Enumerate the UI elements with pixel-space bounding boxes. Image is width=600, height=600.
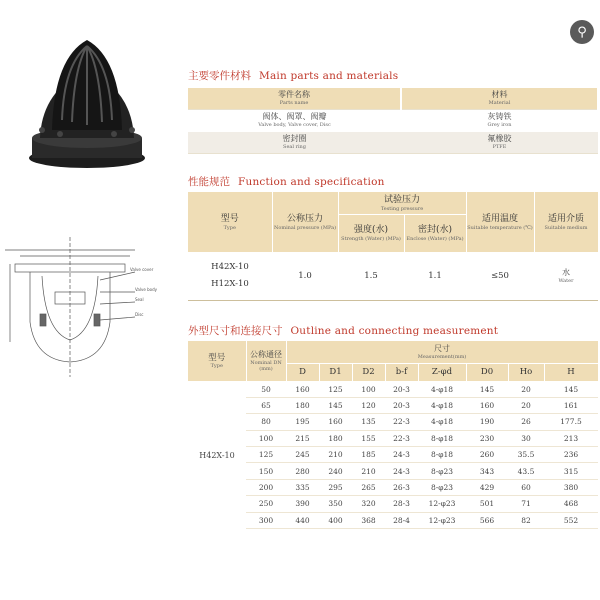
parts-name-header: 零件名称 Parts name [188,88,401,109]
main-parts-title-en: Main parts and materials [259,70,399,82]
dimension-cell: 26-3 [385,479,418,495]
dimension-cell: 295 [319,479,352,495]
table-row [188,109,598,131]
seal-value: 1.1 [428,271,442,281]
dimension-cell: 315 [544,463,598,479]
dimension-cell: 8-φ18 [418,430,466,446]
table-row [188,496,598,512]
outline-title-en: Outline and connecting measurement [290,325,499,337]
dimension-cell: 150 [246,463,286,479]
dimension-cell: 195 [286,414,319,430]
part-cell: 阀体、阀罩、阀瓣 Valve body, Valve cover, Disc [188,109,401,131]
table-row [188,131,598,153]
drawing-label: Seal [135,297,144,302]
dimension-cell: 20 [508,397,544,413]
dimension-cell: 80 [246,414,286,430]
dimension-cell: 210 [319,447,352,463]
dimension-cell: 20-3 [385,397,418,413]
strength-value: 1.5 [364,271,378,281]
dimension-cell: 20-3 [385,381,418,397]
dimensions-table [188,341,599,529]
dimension-cell: 160 [319,414,352,430]
main-parts-title [188,68,398,83]
model-cell: H42X-10 [199,450,235,460]
col-header-h: H [544,363,598,381]
dimension-cell: 566 [466,512,508,528]
function-table [188,192,599,301]
dimension-cell: 280 [286,463,319,479]
dimension-cell: 380 [544,479,598,495]
dimension-cell: 245 [286,447,319,463]
col-header-d1: D1 [319,363,352,381]
testing-header: 试验压力 Testing pressure [338,192,466,214]
temperature-header: 适用温度 Suitable temperature (℃) [466,192,534,252]
dn-header: 公称通径 Nominal DN (mm) [246,341,286,381]
dimension-cell: 8-φ23 [418,463,466,479]
dimension-cell: 24-3 [385,447,418,463]
dimension-cell: 22-3 [385,414,418,430]
dimension-cell: 120 [352,397,385,413]
dimension-cell: 215 [286,430,319,446]
main-parts-table [188,88,599,154]
table-row [188,463,598,479]
dimension-cell: 125 [319,381,352,397]
dimension-cell: 320 [352,496,385,512]
dimension-cell: 60 [508,479,544,495]
function-title [188,174,385,189]
material-cell: 灰铸铁 Grey iron [401,109,598,131]
dimension-cell: 177.5 [544,414,598,430]
dimension-cell: 12-φ23 [418,496,466,512]
valve-cross-section-drawing [0,232,175,382]
table-row [188,414,598,430]
dimension-cell: 20 [508,381,544,397]
search-lens-button[interactable]: ⚲ [570,20,594,44]
medium-header: 适用介质 Suitable medium [534,192,598,252]
dimension-cell: 100 [352,381,385,397]
dimension-cell: 350 [319,496,352,512]
table-row [188,479,598,495]
dimension-cell: 12-φ23 [418,512,466,528]
dimension-cell: 240 [319,463,352,479]
drawing-label: Valve body [135,287,157,292]
dimension-cell: 65 [246,397,286,413]
seal-header: 密封(水) Enclose (Water) (MPa) [404,214,466,252]
dimension-cell: 429 [466,479,508,495]
dimension-cell: 213 [544,430,598,446]
dimension-cell: 300 [246,512,286,528]
col-header-d: D [286,363,319,381]
main-parts-title-zh: 主要零件材料 [188,70,251,82]
dimension-cell: 210 [352,463,385,479]
col-header-ho: Ho [508,363,544,381]
measurement-header: 尺寸 Measurement(mm) [286,341,598,363]
dimension-cell: 145 [319,397,352,413]
dimension-cell: 145 [466,381,508,397]
dimension-cell: 440 [286,512,319,528]
type-header: 型号 Type [188,341,246,381]
dimension-cell: 250 [246,496,286,512]
dimension-cell: 155 [352,430,385,446]
dimension-cell: 400 [319,512,352,528]
drawing-label: Disc [135,312,144,317]
pressure-value: 1.0 [298,271,312,281]
dimension-cell: 180 [286,397,319,413]
table-row [188,397,598,413]
outline-title [188,323,498,338]
dimension-cell: 135 [352,414,385,430]
material-cell: 氟橡胶 PTFE [401,131,598,153]
table-row [188,430,598,446]
dimension-cell: 161 [544,397,598,413]
dimension-cell: 335 [286,479,319,495]
dimension-cell: 501 [466,496,508,512]
col-header-d0: D0 [466,363,508,381]
material-header: 材料 Material [401,88,598,109]
dimension-cell: 100 [246,430,286,446]
strength-header: 强度(水) Strength (Water) (MPa) [338,214,404,252]
part-cell: 密封圈 Seal ring [188,131,401,153]
table-row [188,512,598,528]
dimension-cell: 30 [508,430,544,446]
pressure-header: 公称压力 Nominal pressure (MPa) [272,192,338,252]
dimension-cell: 185 [352,447,385,463]
dimension-cell: 125 [246,447,286,463]
dimension-cell: 4-φ18 [418,414,466,430]
dimension-cell: 8-φ18 [418,447,466,463]
dimension-cell: 28-4 [385,512,418,528]
dimension-cell: 43.5 [508,463,544,479]
outline-title-zh: 外型尺寸和连接尺寸 [188,325,283,337]
dimension-cell: 552 [544,512,598,528]
dimension-cell: 190 [466,414,508,430]
drawing-label: Valve cover [130,267,154,272]
dimension-cell: 8-φ23 [418,479,466,495]
dimension-cell: 82 [508,512,544,528]
dimension-cell: 28-3 [385,496,418,512]
dimension-cell: 265 [352,479,385,495]
dimension-cell: 160 [466,397,508,413]
dimension-cell: 160 [286,381,319,397]
dimension-cell: 260 [466,447,508,463]
dimension-cell: 4-φ18 [418,397,466,413]
dimension-cell: 145 [544,381,598,397]
dimension-cell: 50 [246,381,286,397]
dimension-cell: 24-3 [385,463,418,479]
dimension-cell: 200 [246,479,286,495]
dimension-cell: 71 [508,496,544,512]
dimension-cell: 180 [319,430,352,446]
dimension-cell: 468 [544,496,598,512]
valve-photo [12,30,162,180]
temperature-value: ≤50 [491,271,509,281]
table-row [188,381,598,397]
col-header-zd: Z-φd [418,363,466,381]
type-header: 型号 Type [188,192,272,252]
dimension-cell: 390 [286,496,319,512]
medium-value: 水 Water [558,268,574,284]
dimension-cell: 4-φ18 [418,381,466,397]
model-cell: H42X-10 H12X-10 [211,262,249,289]
function-title-en: Function and specification [238,176,385,188]
dimension-cell: 22-3 [385,430,418,446]
dimension-cell: 368 [352,512,385,528]
col-header-d2: D2 [352,363,385,381]
col-header-bf: b-f [385,363,418,381]
dimension-cell: 230 [466,430,508,446]
dimension-cell: 26 [508,414,544,430]
dimension-cell: 236 [544,447,598,463]
dimension-cell: 343 [466,463,508,479]
function-title-zh: 性能规范 [188,176,230,188]
dimension-cell: 35.5 [508,447,544,463]
table-row [188,252,598,300]
table-row [188,447,598,463]
